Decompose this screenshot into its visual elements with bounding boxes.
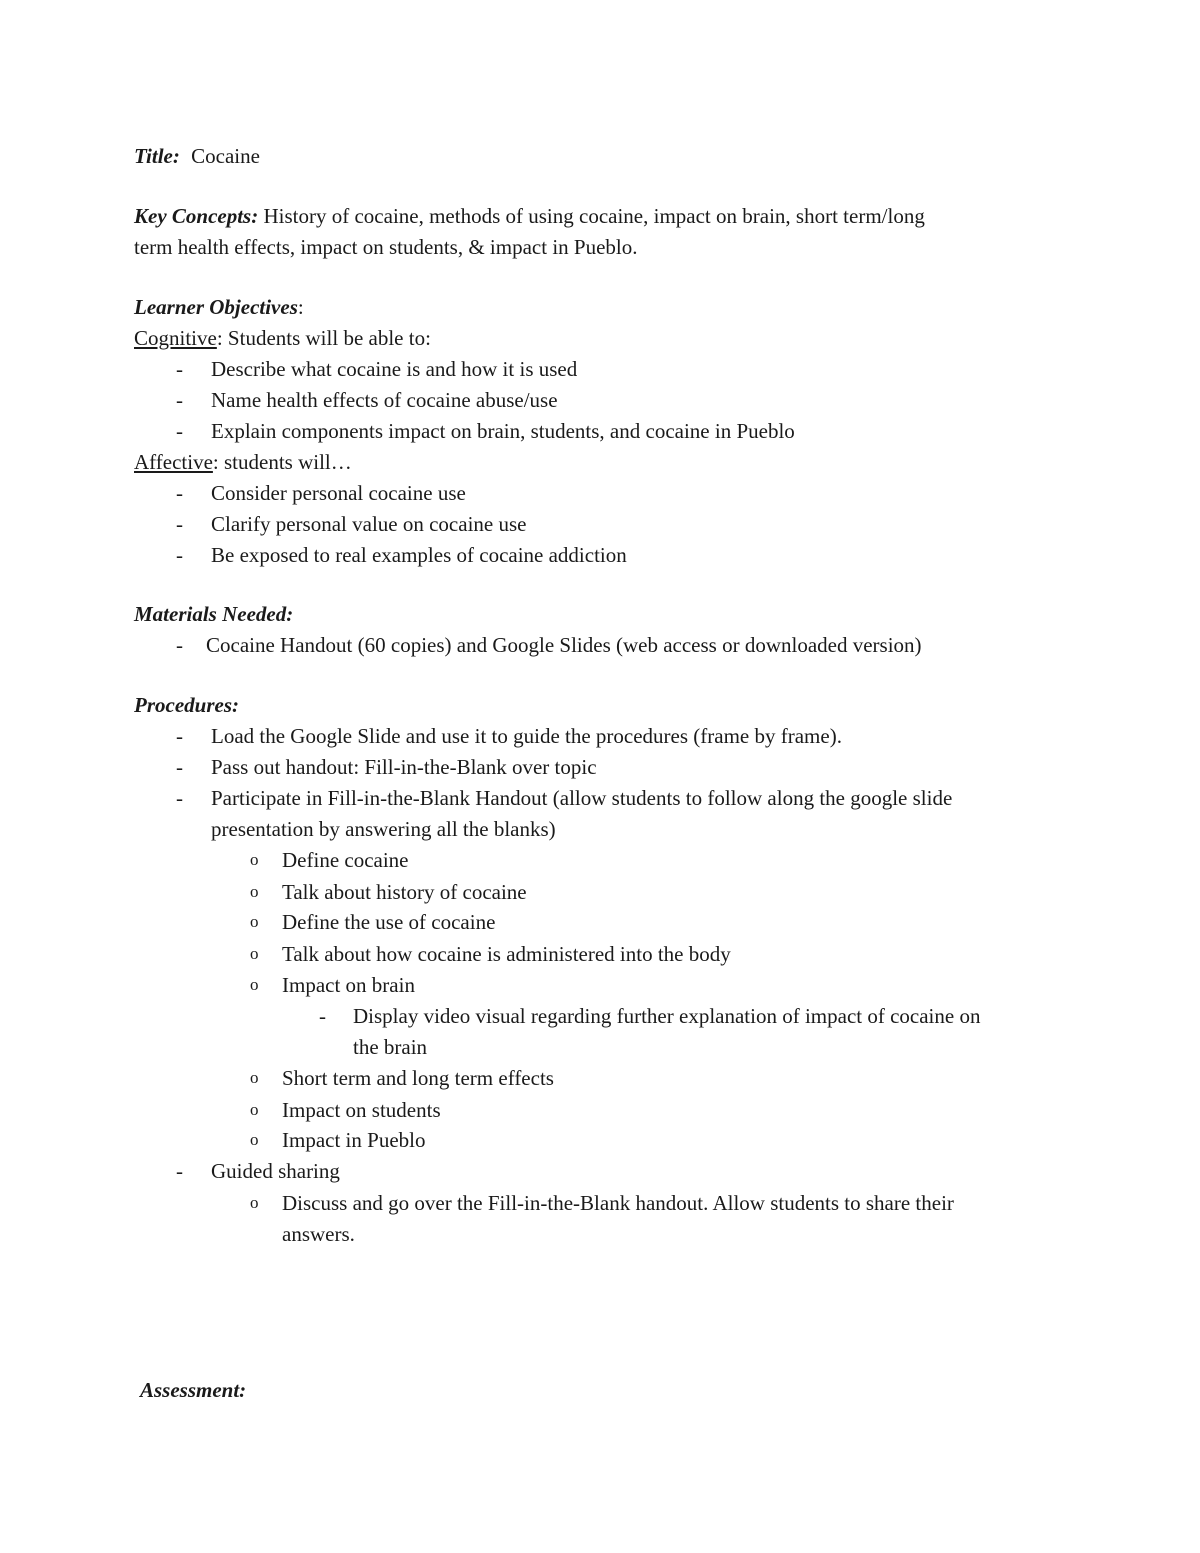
dash-bullet: - — [176, 512, 183, 536]
materials-colon: : — [286, 602, 294, 626]
procedures-colon: : — [232, 693, 239, 717]
key-concepts-line-1 — [134, 203, 925, 229]
list-item: Load the Google Slide and use it to guide the procedures (frame by frame). — [211, 724, 842, 748]
cognitive-line — [134, 325, 431, 351]
dash-bullet: - — [176, 481, 183, 505]
sub-sub-list-item-continuation: the brain — [353, 1035, 428, 1059]
dash-bullet: - — [176, 388, 183, 412]
key-concepts-text-1: History of cocaine, methods of using cocaine, impact on brain, short term/long — [263, 204, 925, 228]
title-value: Cocaine — [191, 144, 260, 168]
learner-objectives-colon: : — [297, 295, 304, 319]
assessment-heading: Assessment: — [140, 1378, 247, 1402]
sub-sub-list-item: Display video visual regarding further explanation of impact of cocaine on — [353, 1004, 981, 1028]
cognitive-text: : Students will be able to: — [216, 326, 431, 350]
list-item: Explain components impact on brain, students, and cocaine in Pueblo — [211, 419, 795, 443]
circle-bullet: o — [250, 944, 259, 963]
dash-bullet: - — [176, 357, 183, 381]
dash-bullet: - — [176, 755, 183, 779]
list-item: Describe what cocaine is and how it is used — [211, 357, 578, 381]
dash-bullet: - — [176, 786, 183, 810]
dash-bullet: - — [176, 724, 183, 748]
list-item: Cocaine Handout (60 copies) and Google Slides (web access or downloaded version) — [206, 633, 922, 657]
circle-bullet: o — [250, 1130, 259, 1149]
circle-bullet: o — [250, 882, 259, 901]
list-item: Consider personal cocaine use — [211, 481, 466, 505]
list-item: Clarify personal value on cocaine use — [211, 512, 527, 536]
title-line — [134, 143, 260, 169]
cognitive-label: Cognitive — [134, 326, 217, 350]
materials-label: Materials Needed — [134, 602, 287, 626]
affective-text: : students will… — [212, 450, 352, 474]
dash-bullet: - — [319, 1004, 326, 1028]
sub-list-item: Talk about how cocaine is administered into the body — [282, 942, 731, 966]
dash-bullet: - — [176, 543, 183, 567]
materials-heading — [134, 601, 293, 627]
learner-objectives-label: Learner Objectives — [134, 295, 298, 319]
sub-list-item: Discuss and go over the Fill-in-the-Blank handout. Allow students to share their — [282, 1191, 954, 1215]
list-item: Guided sharing — [211, 1159, 340, 1183]
dash-bullet: - — [176, 1159, 183, 1183]
sub-list-item: Short term and long term effects — [282, 1066, 554, 1090]
key-concepts-label: Key Concepts — [134, 204, 252, 228]
key-concepts-colon: : — [251, 204, 259, 228]
circle-bullet: o — [250, 975, 259, 994]
list-item-continuation: presentation by answering all the blanks) — [211, 817, 556, 841]
affective-line — [134, 449, 352, 475]
learner-objectives-heading — [134, 294, 304, 320]
list-item: Pass out handout: Fill-in-the-Blank over topic — [211, 755, 597, 779]
sub-list-item: Define the use of cocaine — [282, 910, 496, 934]
dash-bullet: - — [176, 419, 183, 443]
procedures-label: Procedures — [134, 693, 232, 717]
circle-bullet: o — [250, 912, 259, 931]
list-item: Be exposed to real examples of cocaine addiction — [211, 543, 627, 567]
procedures-heading — [134, 692, 239, 718]
sub-list-item: Define cocaine — [282, 848, 409, 872]
sub-list-item: Impact on students — [282, 1098, 441, 1122]
circle-bullet: o — [250, 1068, 259, 1087]
list-item: Name health effects of cocaine abuse/use — [211, 388, 558, 412]
sub-list-item: Impact in Pueblo — [282, 1128, 426, 1152]
sub-list-item: Impact on brain — [282, 973, 415, 997]
sub-list-item-continuation: answers. — [282, 1222, 355, 1246]
affective-label: Affective — [134, 450, 213, 474]
circle-bullet: o — [250, 1193, 259, 1212]
list-item: Participate in Fill-in-the-Blank Handout (allow students to follow along the google slide — [211, 786, 953, 810]
circle-bullet: o — [250, 1100, 259, 1119]
circle-bullet: o — [250, 850, 259, 869]
key-concepts-text-2: term health effects, impact on students, & impact in Pueblo. — [134, 235, 638, 259]
title-label: Title: — [134, 144, 180, 168]
sub-list-item: Talk about history of cocaine — [282, 880, 527, 904]
dash-bullet: - — [176, 633, 183, 657]
